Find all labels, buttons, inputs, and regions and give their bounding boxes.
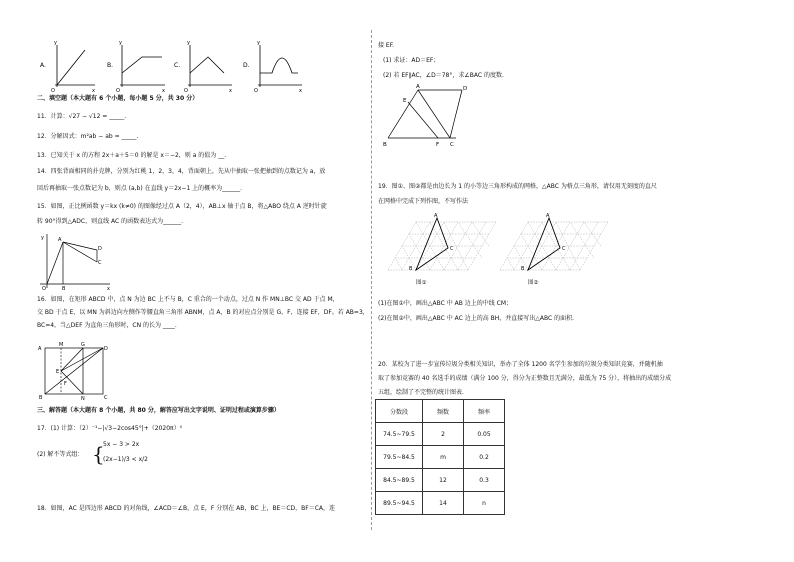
q15-label-y: y xyxy=(41,235,44,241)
q15-label-c: C xyxy=(98,260,102,266)
q16-label-f: F xyxy=(64,381,67,387)
q16-label-e: E xyxy=(56,369,60,375)
q19-fig1-label-c: C xyxy=(450,246,454,252)
option-c-graph xyxy=(174,40,232,94)
q15-label-x: x xyxy=(107,286,110,292)
q18-label-b: B xyxy=(383,142,387,148)
question-20-line2: 取了参加竞赛的 40 名选手的成绩（满分 100 分，得分为正整数且无满分，最低为 75 分），将抽出的成绩分成 xyxy=(378,375,672,382)
table-cell: 12 xyxy=(423,469,464,492)
question-16-line3: BC=4，当△DEF 为直角三角形时，CN 的长为 ____. xyxy=(37,322,177,329)
option-b-label: B. xyxy=(107,62,114,69)
table-cell: 14 xyxy=(423,492,464,515)
axis-y-d: y xyxy=(257,40,260,46)
table-cell: 84.5~89.5 xyxy=(376,469,423,492)
q19-fig2-label-b: B xyxy=(521,266,525,272)
table-cell: 0.3 xyxy=(464,469,505,492)
question-11: 11．计算：√27 − √12 = _____. xyxy=(37,113,127,120)
question-14-line2: 回后再抽取一张点数记为 b，则点 (a,b) 在直线 y＝2x−1 上的概率为______. xyxy=(37,185,243,192)
question-19-part1: (1)在图①中，画出△ABC 中 AB 边上的中线 CM； xyxy=(378,300,513,307)
q16-label-c: C xyxy=(104,395,108,401)
q15-figure xyxy=(35,232,115,292)
section2-heading: 二、填空题（本大题有 6 个小题，每小题 5 分，共 30 分） xyxy=(37,95,199,102)
table-cell: n xyxy=(464,492,505,515)
q17-inequality-2: (2x−1)/3 < x/2 xyxy=(103,456,148,463)
q16-label-n: N xyxy=(81,396,85,402)
question-15-line2: 转 90°得到△ADC，则直线 AC 的函数表达式为______. xyxy=(37,218,183,225)
q19-figure1-caption: 图① xyxy=(416,280,427,286)
option-b-graph xyxy=(107,40,165,94)
question-16-line2: 交 BD 于点 E，以 MN 为斜边向左侧作等腰直角三角形 ABNM，点 A，B 的对应点分别是 G，F，连接 EF，DF。若 AB=3， xyxy=(37,309,369,316)
question-18: 18．如图，AC 是四边形 ABCD 的对角线，∠ACD＝∠B，点 E，F 分别在 AB，BC 上，BE＝CD，BF＝CA，连 xyxy=(37,505,336,512)
question-13: 13．已知关于 x 的方程 2x＋a＋5＝0 的解是 x＝−2，则 a 的值为 __. xyxy=(37,152,227,159)
q19-fig2-label-c: C xyxy=(562,246,566,252)
q18-label-c: C xyxy=(450,142,454,148)
q19-fig1-label-a: A xyxy=(434,213,438,219)
q15-label-a: A xyxy=(58,237,62,243)
q16-label-b: B xyxy=(39,395,43,401)
q16-label-d: D xyxy=(104,346,108,352)
table-cell: 2 xyxy=(423,423,464,446)
system-brace: { xyxy=(92,442,105,466)
question-15-line1: 15．如图，正比例函数 y＝kx (k≠0) 的图像经过点 A（2，4），AB⊥x 轴于点 B，将△ABO 绕点 A 逆时针旋 xyxy=(37,203,327,210)
q16-label-g: G xyxy=(81,342,85,348)
axis-origin-d: O xyxy=(254,88,258,94)
table-row xyxy=(376,423,505,446)
table-cell: 79.5~84.5 xyxy=(376,446,423,469)
question-20-line1: 20．某校为了进一步宣传垃圾分类相关知识，举办了全体 1200 名学生参加的垃圾分类知识竞赛，并随机抽 xyxy=(378,361,663,368)
table-row xyxy=(376,492,505,515)
table-cell: m xyxy=(423,446,464,469)
table-header-cell: 分数段 xyxy=(376,400,423,423)
question-18-part2: (2) 若 EF∥AC，∠D＝78°，求∠BAC 的度数. xyxy=(383,72,504,79)
q16-label-m: M xyxy=(59,342,64,348)
table-header-row xyxy=(376,400,505,423)
axis-x-c: x xyxy=(229,88,232,94)
axis-origin-b: O xyxy=(116,88,120,94)
q19-fig1-label-b: B xyxy=(409,266,413,272)
table-cell: 0.05 xyxy=(464,423,505,446)
q15-label-d: D xyxy=(98,246,102,252)
table-cell: 74.5~79.5 xyxy=(376,423,423,446)
table-row xyxy=(376,469,505,492)
question-12: 12．分解因式：m²ab − ab = _____. xyxy=(37,133,139,140)
table-header-cell: 频数 xyxy=(423,400,464,423)
question-19-line2: 在网格中完成下列作图，不写作法 xyxy=(378,198,469,205)
axis-origin-c: O xyxy=(184,88,188,94)
q19-fig2-label-a: A xyxy=(546,213,550,219)
q18-figure xyxy=(378,82,478,152)
question-16-line1: 16．如图，在矩形 ABCD 中，点 N 为边 BC 上不与 B，C 重合的一个动点，过点 N 作 MN⊥BC 交 AD 于点 M， xyxy=(37,296,339,303)
section3-heading: 三、解答题（本大题有 8 个小题，共 80 分，解答应写出文字说明、证明过程或演算步骤） xyxy=(37,407,280,414)
option-a-graph xyxy=(40,40,95,94)
axis-y-a: y xyxy=(54,40,57,46)
option-c-label: C. xyxy=(174,62,181,69)
q18-label-f: F xyxy=(436,142,440,148)
q16-label-a: A xyxy=(38,346,42,352)
axis-origin-a: O xyxy=(51,88,55,94)
question-17-part1: 17．(1) 计算：（2）⁻¹−|√3−2cos45°|+（2020π）⁰ xyxy=(37,425,183,432)
q15-label-b: B xyxy=(62,286,66,292)
option-d-label: D. xyxy=(243,62,250,69)
question-18-continued: 接 EF. xyxy=(378,42,395,49)
q19-grid-figures xyxy=(378,210,618,290)
table-cell: 0.2 xyxy=(464,446,505,469)
question-14-line1: 14．四张背面相同的扑克牌，分别为红桃 1，2，3，4，背面朝上，先从中抽取一张把抽到的点数记为 a，放 xyxy=(37,168,326,175)
column-divider xyxy=(371,30,372,530)
question-18-part1: (1) 求证：AD＝EF； xyxy=(383,57,440,64)
axis-x-a: x xyxy=(92,88,95,94)
axis-y-b: y xyxy=(119,40,122,46)
q19-figure2-caption: 图② xyxy=(528,280,539,286)
table-cell: 89.5~94.5 xyxy=(376,492,423,515)
axis-x-b: x xyxy=(162,88,165,94)
q18-label-d: D xyxy=(463,86,468,92)
table-row xyxy=(376,446,505,469)
q15-label-o: O xyxy=(42,286,46,292)
question-17-part2: (2) 解不等式组： xyxy=(37,451,84,458)
q16-figure xyxy=(35,340,115,402)
option-d-graph xyxy=(243,40,302,94)
axis-x-d: x xyxy=(299,88,302,94)
question-19-line1: 19．图①、图②都是由边长为 1 的小等边三角形构成的网格，△ABC 为格点三角形，请仅用无刻度的直尺 xyxy=(378,183,657,190)
q18-label-a: A xyxy=(416,84,420,90)
frequency-table xyxy=(375,399,505,515)
q18-label-e: E xyxy=(403,98,407,104)
option-a-label: A. xyxy=(40,62,46,69)
table-header-cell: 频率 xyxy=(464,400,505,423)
axis-y-c: y xyxy=(187,40,190,46)
question-20-line3: 五组，绘制了不完整的统计图表. xyxy=(378,389,464,396)
question-19-part2: (2)在图②中，画出△ABC 中 AC 边上的高 BH，并直接写出△ABC 的面积. xyxy=(378,315,574,322)
q17-inequality-1: 5x − 3 > 2x xyxy=(103,441,140,448)
